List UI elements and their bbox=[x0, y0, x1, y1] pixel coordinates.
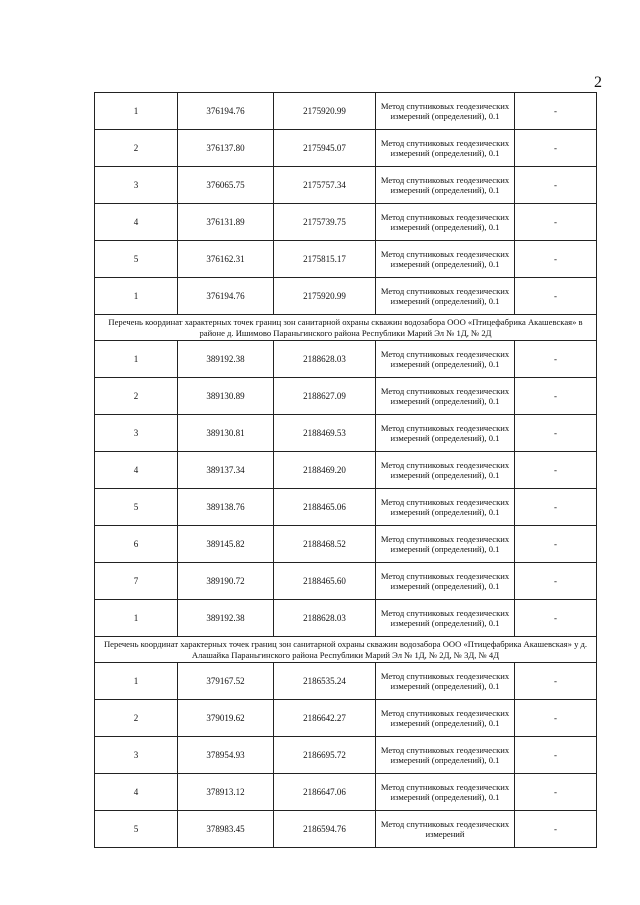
x-coordinate-cell: 376065.75 bbox=[178, 167, 274, 204]
error-value-cell: - bbox=[515, 526, 597, 563]
method-cell: Метод спутниковых геодезических измерений (определений), 0.1 bbox=[376, 700, 515, 737]
table-row bbox=[95, 526, 597, 563]
x-coordinate-cell: 389138.76 bbox=[178, 489, 274, 526]
error-value-cell: - bbox=[515, 737, 597, 774]
y-coordinate-cell: 2175920.99 bbox=[274, 278, 376, 315]
point-number-cell: 2 bbox=[95, 378, 178, 415]
point-number-cell: 6 bbox=[95, 526, 178, 563]
table-row bbox=[95, 663, 597, 700]
table-row bbox=[95, 563, 597, 600]
page-number: 2 bbox=[594, 74, 602, 91]
x-coordinate-cell: 378954.93 bbox=[178, 737, 274, 774]
table-row bbox=[95, 811, 597, 848]
method-cell: Метод спутниковых геодезических измерений (определений), 0.1 bbox=[376, 341, 515, 378]
error-value-cell: - bbox=[515, 278, 597, 315]
table-row bbox=[95, 204, 597, 241]
y-coordinate-cell: 2188469.20 bbox=[274, 452, 376, 489]
method-cell: Метод спутниковых геодезических измерений (определений), 0.1 bbox=[376, 378, 515, 415]
point-number-cell: 4 bbox=[95, 452, 178, 489]
point-number-cell: 5 bbox=[95, 241, 178, 278]
error-value-cell: - bbox=[515, 489, 597, 526]
x-coordinate-cell: 389190.72 bbox=[178, 563, 274, 600]
point-number-cell: 5 bbox=[95, 811, 178, 848]
y-coordinate-cell: 2175757.34 bbox=[274, 167, 376, 204]
table-row bbox=[95, 452, 597, 489]
y-coordinate-cell: 2175920.99 bbox=[274, 93, 376, 130]
method-cell: Метод спутниковых геодезических измерений (определений), 0.1 bbox=[376, 563, 515, 600]
x-coordinate-cell: 389130.81 bbox=[178, 415, 274, 452]
table-row bbox=[95, 130, 597, 167]
point-number-cell: 4 bbox=[95, 774, 178, 811]
y-coordinate-cell: 2188469.53 bbox=[274, 415, 376, 452]
y-coordinate-cell: 2186695.72 bbox=[274, 737, 376, 774]
y-coordinate-cell: 2188627.09 bbox=[274, 378, 376, 415]
x-coordinate-cell: 378983.45 bbox=[178, 811, 274, 848]
point-number-cell: 1 bbox=[95, 93, 178, 130]
point-number-cell: 3 bbox=[95, 167, 178, 204]
error-value-cell: - bbox=[515, 600, 597, 637]
error-value-cell: - bbox=[515, 341, 597, 378]
method-cell: Метод спутниковых геодезических измерений (определений), 0.1 bbox=[376, 241, 515, 278]
table-row bbox=[95, 167, 597, 204]
point-number-cell: 1 bbox=[95, 341, 178, 378]
section-caption-row bbox=[95, 637, 597, 663]
y-coordinate-cell: 2186535.24 bbox=[274, 663, 376, 700]
method-cell: Метод спутниковых геодезических измерений (определений), 0.1 bbox=[376, 167, 515, 204]
section-caption: Перечень координат характерных точек границ зон санитарной охраны скважин водозабора ООО «Птицефабрика Акашевская» у д. Алашайка Параньгинского района Республики Марий Эл № 1Д, № 2Д, № 3Д, № 4Д bbox=[95, 637, 597, 663]
point-number-cell: 4 bbox=[95, 204, 178, 241]
table-row bbox=[95, 700, 597, 737]
table-row bbox=[95, 278, 597, 315]
method-cell: Метод спутниковых геодезических измерений (определений), 0.1 bbox=[376, 774, 515, 811]
x-coordinate-cell: 376194.76 bbox=[178, 93, 274, 130]
error-value-cell: - bbox=[515, 241, 597, 278]
method-cell: Метод спутниковых геодезических измерений (определений), 0.1 bbox=[376, 452, 515, 489]
error-value-cell: - bbox=[515, 811, 597, 848]
y-coordinate-cell: 2175815.17 bbox=[274, 241, 376, 278]
y-coordinate-cell: 2186647.06 bbox=[274, 774, 376, 811]
table-row bbox=[95, 489, 597, 526]
point-number-cell: 1 bbox=[95, 663, 178, 700]
point-number-cell: 2 bbox=[95, 130, 178, 167]
method-cell: Метод спутниковых геодезических измерений (определений), 0.1 bbox=[376, 93, 515, 130]
x-coordinate-cell: 376131.89 bbox=[178, 204, 274, 241]
error-value-cell: - bbox=[515, 204, 597, 241]
error-value-cell: - bbox=[515, 378, 597, 415]
method-cell: Метод спутниковых геодезических измерений (определений), 0.1 bbox=[376, 489, 515, 526]
table-row bbox=[95, 341, 597, 378]
y-coordinate-cell: 2175945.07 bbox=[274, 130, 376, 167]
coordinates-table-body bbox=[95, 93, 597, 848]
table-row bbox=[95, 415, 597, 452]
y-coordinate-cell: 2188468.52 bbox=[274, 526, 376, 563]
error-value-cell: - bbox=[515, 130, 597, 167]
table-row bbox=[95, 93, 597, 130]
x-coordinate-cell: 389137.34 bbox=[178, 452, 274, 489]
point-number-cell: 1 bbox=[95, 278, 178, 315]
table-row bbox=[95, 600, 597, 637]
error-value-cell: - bbox=[515, 93, 597, 130]
error-value-cell: - bbox=[515, 167, 597, 204]
error-value-cell: - bbox=[515, 452, 597, 489]
point-number-cell: 7 bbox=[95, 563, 178, 600]
method-cell: Метод спутниковых геодезических измерений (определений), 0.1 bbox=[376, 204, 515, 241]
x-coordinate-cell: 389192.38 bbox=[178, 600, 274, 637]
point-number-cell: 5 bbox=[95, 489, 178, 526]
x-coordinate-cell: 389130.89 bbox=[178, 378, 274, 415]
method-cell: Метод спутниковых геодезических измерений bbox=[376, 811, 515, 848]
x-coordinate-cell: 378913.12 bbox=[178, 774, 274, 811]
method-cell: Метод спутниковых геодезических измерений (определений), 0.1 bbox=[376, 600, 515, 637]
point-number-cell: 3 bbox=[95, 415, 178, 452]
y-coordinate-cell: 2188465.60 bbox=[274, 563, 376, 600]
y-coordinate-cell: 2175739.75 bbox=[274, 204, 376, 241]
section-caption-row bbox=[95, 315, 597, 341]
y-coordinate-cell: 2188628.03 bbox=[274, 600, 376, 637]
y-coordinate-cell: 2188465.06 bbox=[274, 489, 376, 526]
method-cell: Метод спутниковых геодезических измерений (определений), 0.1 bbox=[376, 663, 515, 700]
error-value-cell: - bbox=[515, 663, 597, 700]
table-row bbox=[95, 378, 597, 415]
method-cell: Метод спутниковых геодезических измерений (определений), 0.1 bbox=[376, 278, 515, 315]
error-value-cell: - bbox=[515, 563, 597, 600]
x-coordinate-cell: 379019.62 bbox=[178, 700, 274, 737]
y-coordinate-cell: 2188628.03 bbox=[274, 341, 376, 378]
point-number-cell: 3 bbox=[95, 737, 178, 774]
error-value-cell: - bbox=[515, 774, 597, 811]
error-value-cell: - bbox=[515, 415, 597, 452]
method-cell: Метод спутниковых геодезических измерений (определений), 0.1 bbox=[376, 737, 515, 774]
method-cell: Метод спутниковых геодезических измерений (определений), 0.1 bbox=[376, 130, 515, 167]
x-coordinate-cell: 389145.82 bbox=[178, 526, 274, 563]
table-row bbox=[95, 737, 597, 774]
x-coordinate-cell: 376194.76 bbox=[178, 278, 274, 315]
y-coordinate-cell: 2186642.27 bbox=[274, 700, 376, 737]
x-coordinate-cell: 376162.31 bbox=[178, 241, 274, 278]
section-caption: Перечень координат характерных точек границ зон санитарной охраны скважин водозабора ООО «Птицефабрика Акашевская» в районе д. Ишимово Параньгинского района Республики Марий Эл № 1Д, № 2Д bbox=[95, 315, 597, 341]
x-coordinate-cell: 379167.52 bbox=[178, 663, 274, 700]
point-number-cell: 1 bbox=[95, 600, 178, 637]
method-cell: Метод спутниковых геодезических измерений (определений), 0.1 bbox=[376, 415, 515, 452]
method-cell: Метод спутниковых геодезических измерений (определений), 0.1 bbox=[376, 526, 515, 563]
table-row bbox=[95, 241, 597, 278]
y-coordinate-cell: 2186594.76 bbox=[274, 811, 376, 848]
table-row bbox=[95, 774, 597, 811]
point-number-cell: 2 bbox=[95, 700, 178, 737]
error-value-cell: - bbox=[515, 700, 597, 737]
coordinates-table bbox=[94, 92, 597, 848]
x-coordinate-cell: 389192.38 bbox=[178, 341, 274, 378]
x-coordinate-cell: 376137.80 bbox=[178, 130, 274, 167]
